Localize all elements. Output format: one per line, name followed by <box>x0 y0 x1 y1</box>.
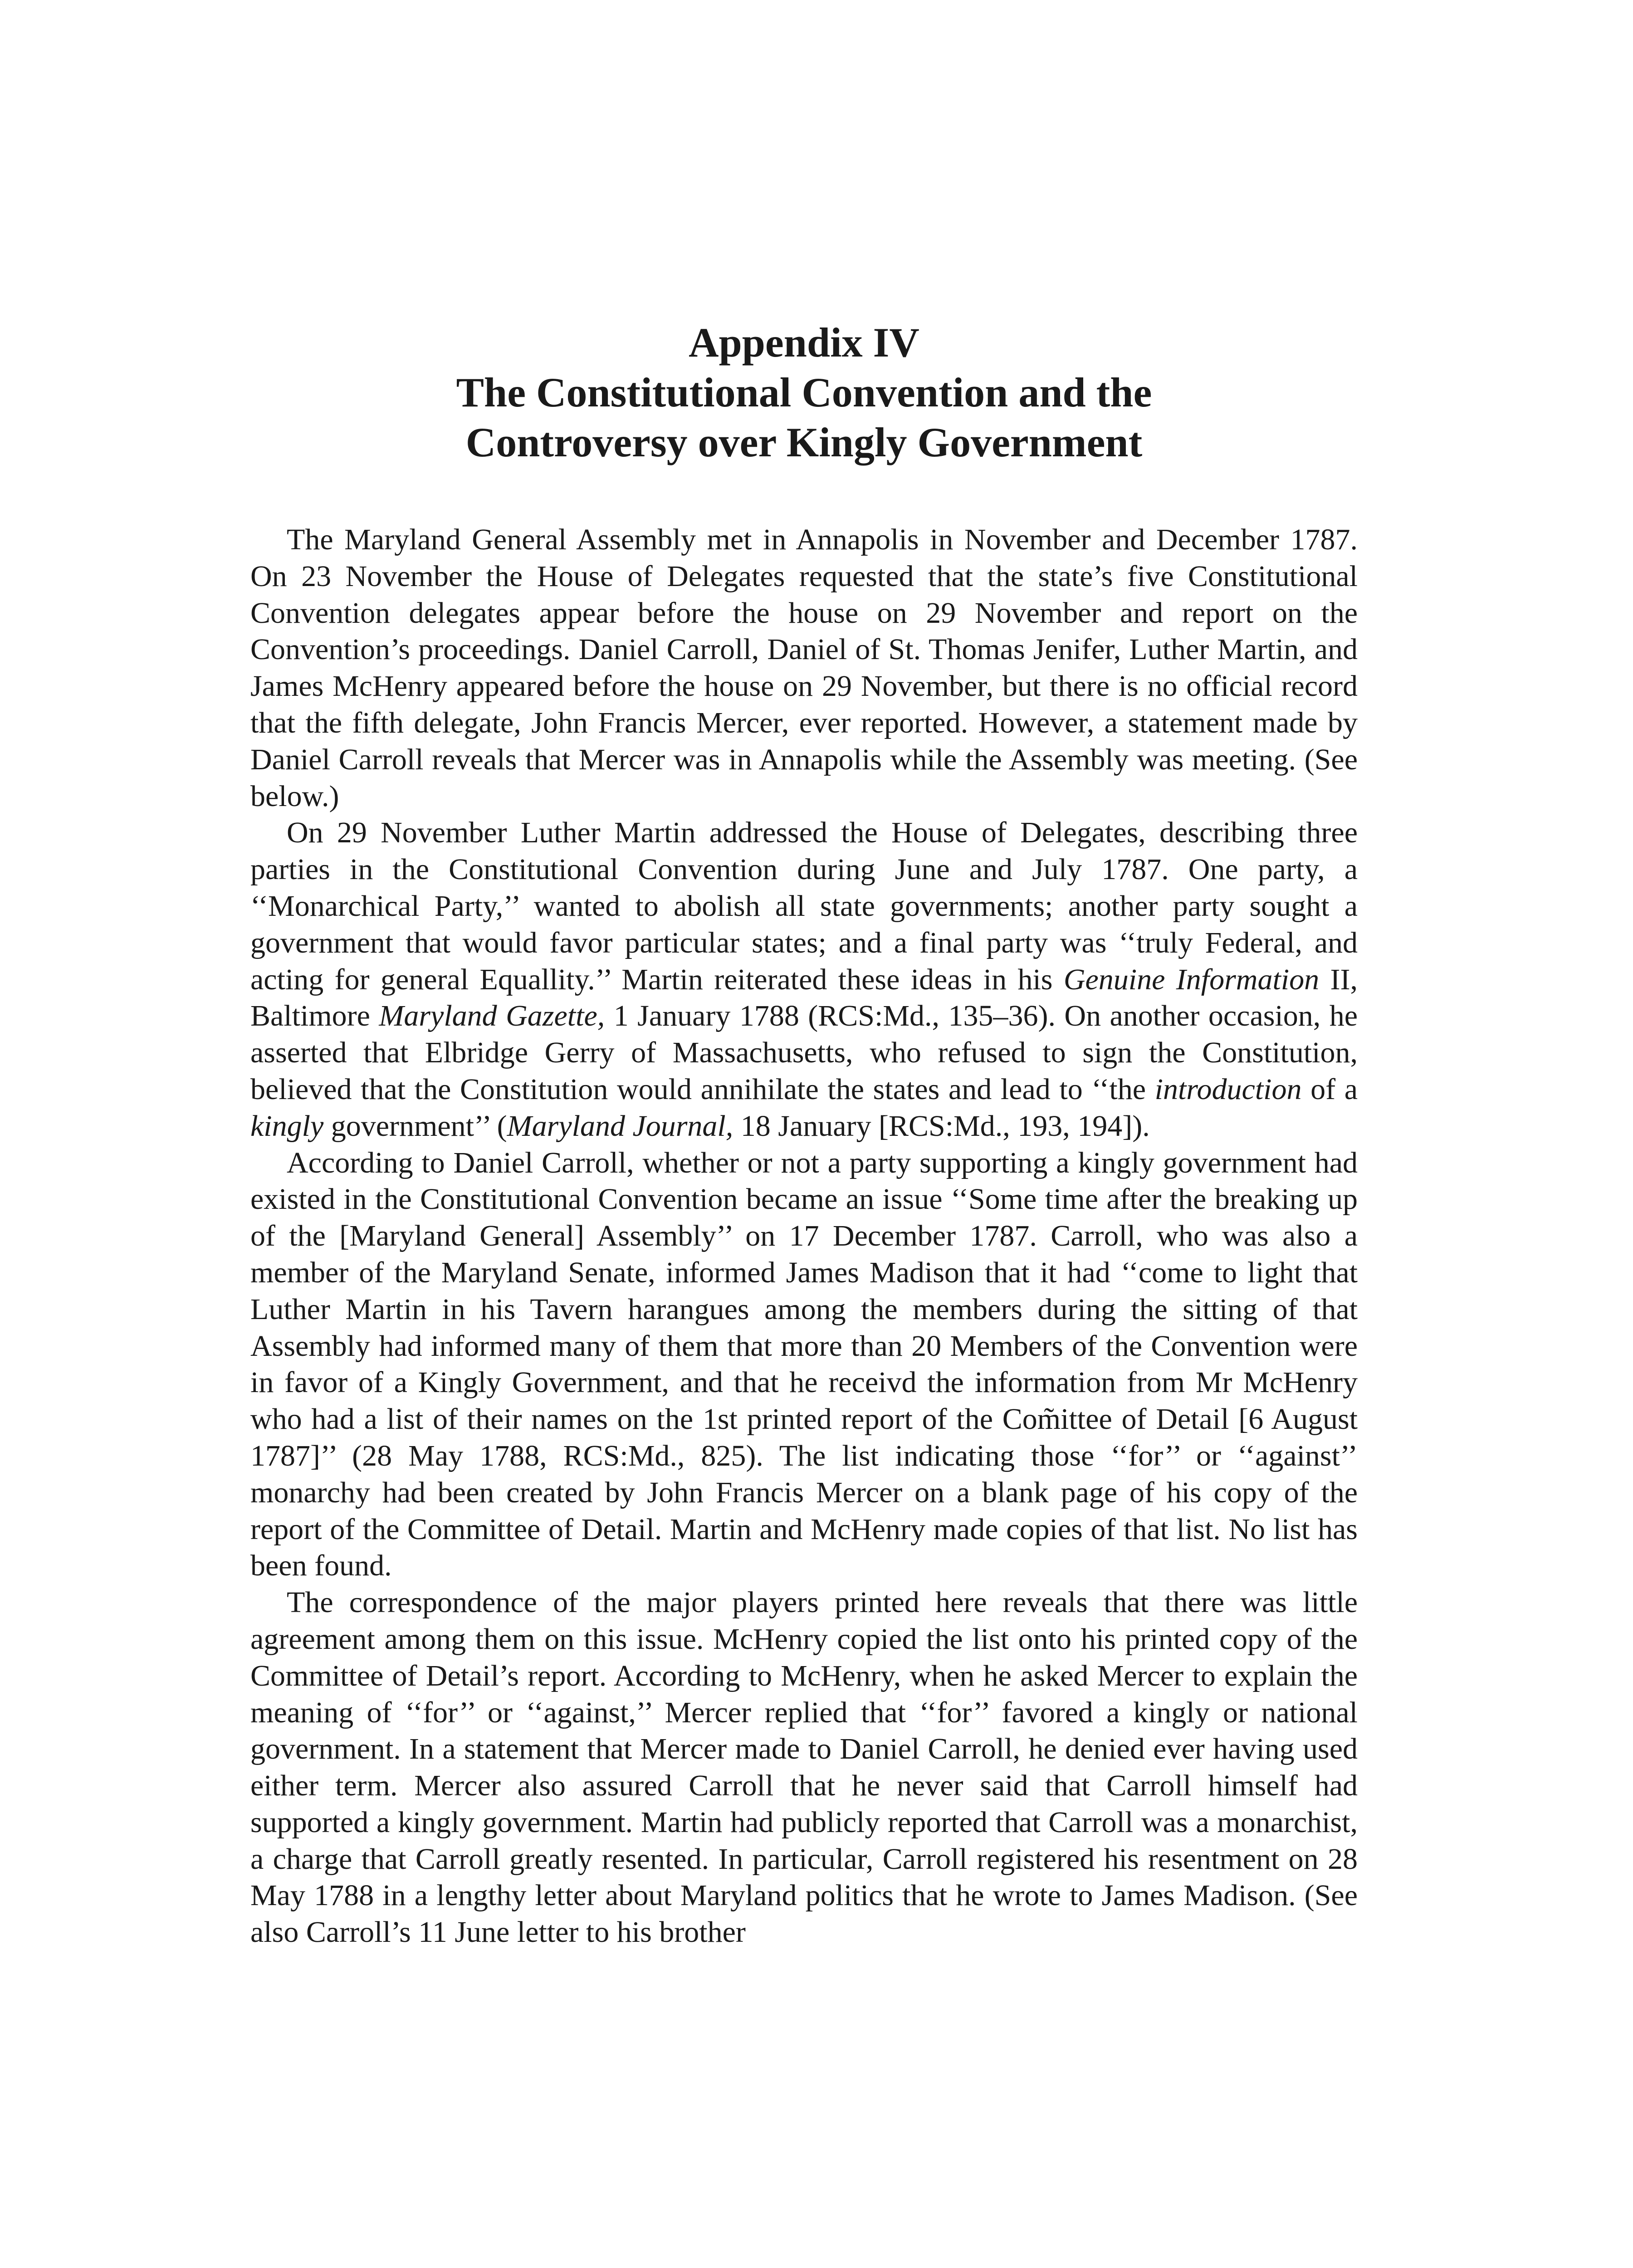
title-line-appendix: Appendix IV <box>689 319 919 366</box>
body-text <box>250 522 1358 1951</box>
italic-genuine-information: Genuine Information <box>1063 963 1320 996</box>
paragraph-3: According to Daniel Carroll, whether or not a party supporting a kingly government had existed in the Constitutional Convention became an issue ‘‘Some time after the breaking up of the [Maryland General] Assembly’’ on 17 December 1787. Carroll, who was also a member of the Maryland Senate, informed James Madison that it had ‘‘come to light that Luther Martin in his Tavern harangues among the members during the sitting of that Assembly had informed many of them that more than 20 Members of the Convention were in favor of a Kingly Government, and that he receivd the information from Mr McHenry who had a list of their names on the 1st printed report of the Com̃ittee of Detail [6 August 1787]’’ (28 May 1788, RCS:Md., 825). The list indicating those ‘‘for’’ or ‘‘against’’ monarchy had been created by John Francis Mercer on a blank page of his copy of the report of the Committee of Detail. Martin and McHenry made copies of that list. No list has been found. <box>250 1146 1358 1583</box>
document-page <box>250 0 1358 2268</box>
paragraph-2-text-6: 18 January [RCS:Md., 193, 194]). <box>733 1109 1150 1143</box>
paragraph-2-text-2: II, Baltimore <box>250 963 1358 1033</box>
paragraph-2-text-1: On 29 November Luther Martin addressed the House of Delegates, describing three parties in the Constitutional Convention during June and July 1787. One party, a ‘‘Monarchical Party,’’ wanted to abolish all state governments; another party sought a government that would favor particular states; and a final party was ‘‘truly Federal, and acting for general Equallity.’’ Martin reiterated these ideas in his <box>250 816 1358 996</box>
italic-introduction: introduction <box>1154 1072 1302 1106</box>
page-title <box>250 318 1358 467</box>
italic-maryland-gazette: Maryland Gazette, <box>379 999 605 1033</box>
paragraph-2-text-5: government’’ ( <box>323 1109 507 1143</box>
paragraph-2-text-4: of a <box>1301 1072 1358 1106</box>
italic-maryland-journal: Maryland Journal, <box>507 1109 733 1143</box>
paragraph-1: The Maryland General Assembly met in Annapolis in November and December 1787. On 23 November the House of Delegates requested that the state’s five Constitutional Convention delegates appear before the house on 29 November and report on the Convention’s proceedings. Daniel Carroll, Daniel of St. Thomas Jenifer, Luther Martin, and James McHenry appeared before the house on 29 November, but there is no official record that the fifth delegate, John Francis Mercer, ever reported. However, a statement made by Daniel Carroll reveals that Mercer was in Annapolis while the Assembly was meeting. (See below.) <box>250 523 1358 813</box>
paragraph-4: The correspondence of the major players printed here reveals that there was little agreement among them on this issue. McHenry copied the list onto his printed copy of the Committee of Detail’s report. According to McHenry, when he asked Mercer to explain the meaning of ‘‘for’’ or ‘‘against,’’ Mercer replied that ‘‘for’’ favored a kingly or national government. In a statement that Mercer made to Daniel Carroll, he denied ever having used either term. Mercer also assured Carroll that he never said that Carroll himself had supported a kingly government. Martin had publicly reported that Carroll was a monarchist, a charge that Carroll greatly resented. In particular, Carroll registered his resentment on 28 May 1788 in a lengthy letter about Maryland politics that he wrote to James Madison. (See also Carroll’s 11 June letter to his brother <box>250 1586 1358 1949</box>
italic-kingly: kingly <box>250 1109 324 1143</box>
title-line-convention: The Constitutional Convention and the <box>456 369 1152 415</box>
title-line-controversy: Controversy over Kingly Government <box>465 419 1143 465</box>
paragraph-2-text-3: 1 January 1788 (RCS:Md., 135–36). On another occasion, he asserted that Elbridge Gerry of Massachusetts, who refused to sign the Constitution, believed that the Constitution would annihilate the states and lead to ‘‘the <box>250 999 1358 1106</box>
paragraph-2 <box>250 815 1358 1144</box>
